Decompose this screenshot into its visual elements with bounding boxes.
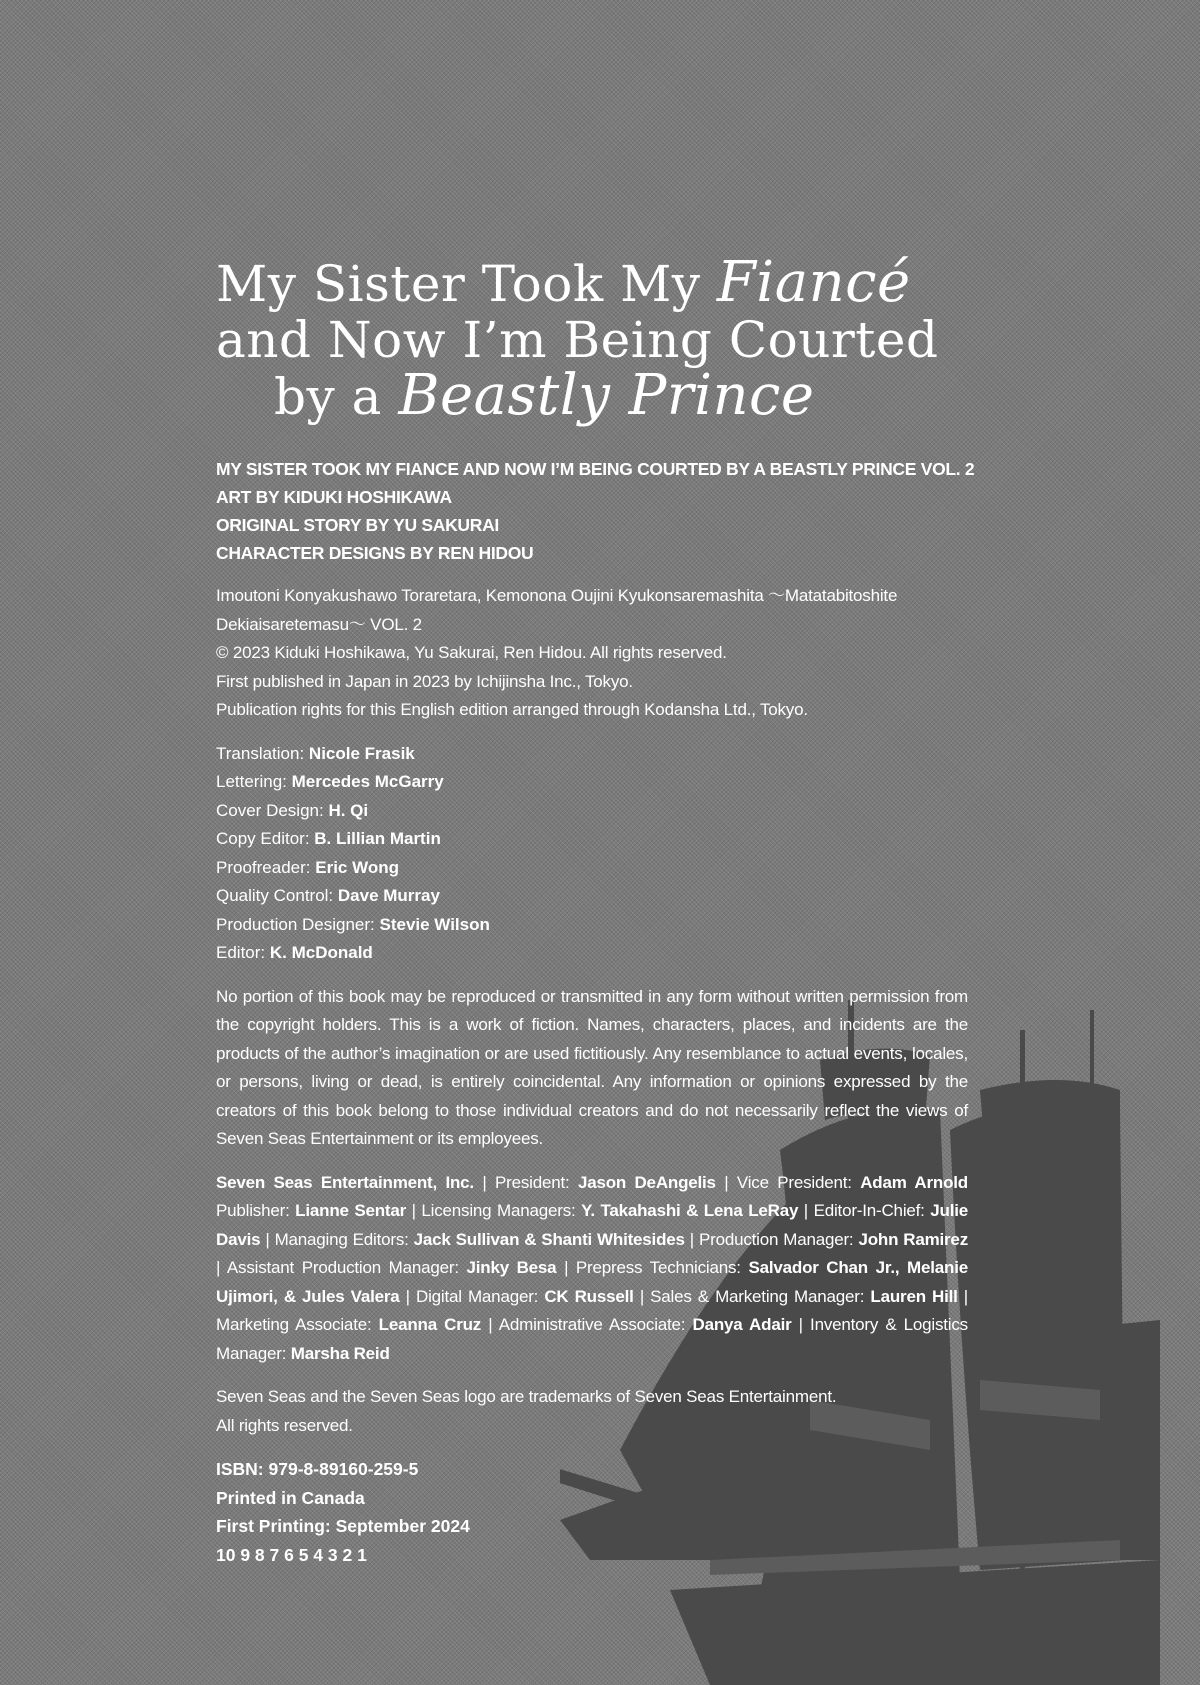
credit-row [216, 911, 968, 940]
credit-role: Editor: [216, 943, 270, 962]
staff-role: | Inventory & Logistics Manager: [216, 1315, 968, 1363]
credit-name: B. Lillian Martin [314, 829, 441, 848]
staff-role: | Prepress Technicians: [556, 1258, 749, 1277]
printed-in: Printed in Canada [216, 1487, 365, 1508]
credit-name: H. Qi [328, 800, 369, 820]
credit-row [216, 854, 968, 883]
staff-role: | Assistant Production Manager: [216, 1258, 467, 1277]
staff-name: Y. Takahashi & Lena LeRay [581, 1201, 799, 1220]
staff-name: Marsha Reid [290, 1343, 390, 1363]
credit-name: Dave Murray [337, 886, 440, 905]
trademark-line: Seven Seas and the Seven Seas logo are trademarks of Seven Seas Entertainment. [216, 1387, 837, 1406]
series-title-logo [216, 250, 968, 428]
staff-role: | Licensing Managers: [406, 1201, 582, 1220]
staff-name: Salvador Chan Jr., Melanie Ujimori, & Jules Valera [216, 1258, 968, 1306]
credit-role: Production Designer: [216, 914, 380, 934]
credit-role: Lettering: [216, 772, 292, 791]
title-line-1 [216, 250, 968, 315]
staff-name: Jack Sullivan & Shanti Whitesides [413, 1229, 685, 1249]
staff-name: Seven Seas Entertainment, Inc. [216, 1172, 474, 1192]
credit-row [216, 882, 968, 911]
first-published-line: First published in Japan in 2023 by Ichijinsha Inc., Tokyo. [216, 671, 633, 691]
publication-rights-line: Publication rights for this English edition arranged through Kodansha Ltd., Tokyo. [216, 700, 808, 719]
title-line-3-text: by a [274, 368, 399, 426]
staff-name: Lianne Sentar [295, 1201, 407, 1220]
credits-list [216, 740, 968, 968]
credit-role: Proofreader: [216, 857, 316, 877]
title-line-3-script: Beastly Prince [398, 363, 815, 428]
legal-disclaimer: No portion of this book may be reproduced or transmitted in any form without written permission from the copyright holders. This is a work of fiction. Names, characters, places, and incidents are the products of the author’s imagination or are used fictitiously. Any resemblance to actual events, locales, or persons, living or dead, is entirely coincidental. Any information or opinions expressed by the creators of this book belong to those individual creators and do not necessarily reflect the views of Seven Seas Entertainment or its employees. [216, 986, 968, 1148]
title-line-1-script: Fiancé [716, 250, 911, 315]
credit-name: Nicole Frasik [308, 743, 415, 763]
volume-credits-caps [216, 455, 975, 567]
original-publication-block [216, 582, 968, 725]
title-line-2 [216, 312, 968, 368]
copyright-page-content [216, 250, 975, 1569]
credit-name: K. McDonald [269, 943, 373, 962]
staff-role: | Administrative Associate: [481, 1315, 693, 1334]
rights-line: All rights reserved. [216, 1415, 353, 1435]
credit-row [216, 939, 968, 968]
staff-name: Danya Adair [692, 1315, 792, 1334]
credit-role: Quality Control: [216, 886, 338, 905]
staff-role: | Digital Manager: [399, 1286, 545, 1306]
staff-name: Jason DeAngelis [577, 1172, 716, 1192]
caps-line: ORIGINAL STORY BY YU SAKURAI [216, 515, 499, 535]
caps-line: CHARACTER DESIGNS BY REN HIDOU [216, 543, 534, 563]
first-printing: First Printing: September 2024 [216, 1516, 470, 1536]
staff-role: | Editor-In-Chief: [798, 1201, 931, 1220]
title-line-3 [216, 363, 968, 428]
credit-role: Copy Editor: [216, 829, 315, 848]
credit-name: Mercedes McGarry [291, 772, 444, 791]
copyright-line: © 2023 Kiduki Hoshikawa, Yu Sakurai, Ren Hidou. All rights reserved. [216, 643, 727, 662]
staff-name: CK Russell [544, 1286, 634, 1306]
credit-name: Stevie Wilson [379, 914, 490, 934]
credit-role: Cover Design: [216, 800, 329, 820]
publisher-staff-list [216, 1169, 968, 1369]
trademark-notice [216, 1383, 968, 1440]
credit-name: Eric Wong [315, 857, 399, 877]
staff-name: John Ramirez [858, 1229, 968, 1249]
original-title-line: Imoutoni Konyakushawo Toraretara, Kemonona Oujini Kyukonsaremashita ～Matatabitoshite Dekiaisaretemasu～ VOL. 2 [216, 586, 898, 634]
caps-line: ART BY KIDUKI HOSHIKAWA [216, 487, 452, 507]
isbn: ISBN: 979-8-89160-259-5 [216, 1459, 419, 1479]
staff-role: | Production Manager: [684, 1229, 859, 1249]
caps-line: MY SISTER TOOK MY FIANCE AND NOW I’M BEING COURTED BY A BEASTLY PRINCE VOL. 2 [216, 459, 975, 479]
staff-role: | Vice President: [715, 1172, 861, 1192]
title-line-2-text: and Now I’m Being Courted [216, 311, 939, 369]
staff-role: | Marketing Associate: [216, 1286, 969, 1334]
staff-role: Publisher: [216, 1201, 296, 1220]
staff-name: Leanna Cruz [378, 1315, 482, 1334]
staff-role: | Managing Editors: [260, 1229, 414, 1249]
staff-name: Adam Arnold [860, 1172, 968, 1192]
credit-row [216, 768, 968, 797]
staff-name: Julie Davis [216, 1201, 969, 1249]
credit-row [216, 797, 968, 826]
printer-key: 10 9 8 7 6 5 4 3 2 1 [216, 1544, 367, 1565]
credit-row [216, 825, 968, 854]
credit-role: Translation: [216, 743, 309, 763]
staff-role: | President: [473, 1172, 578, 1192]
staff-name: Jinky Besa [466, 1258, 557, 1277]
staff-role: | Sales & Marketing Manager: [633, 1286, 871, 1306]
printing-info [216, 1455, 968, 1569]
title-line-1-text: My Sister Took My [216, 255, 717, 313]
staff-name: Lauren Hill [870, 1286, 958, 1306]
credit-row [216, 740, 968, 769]
